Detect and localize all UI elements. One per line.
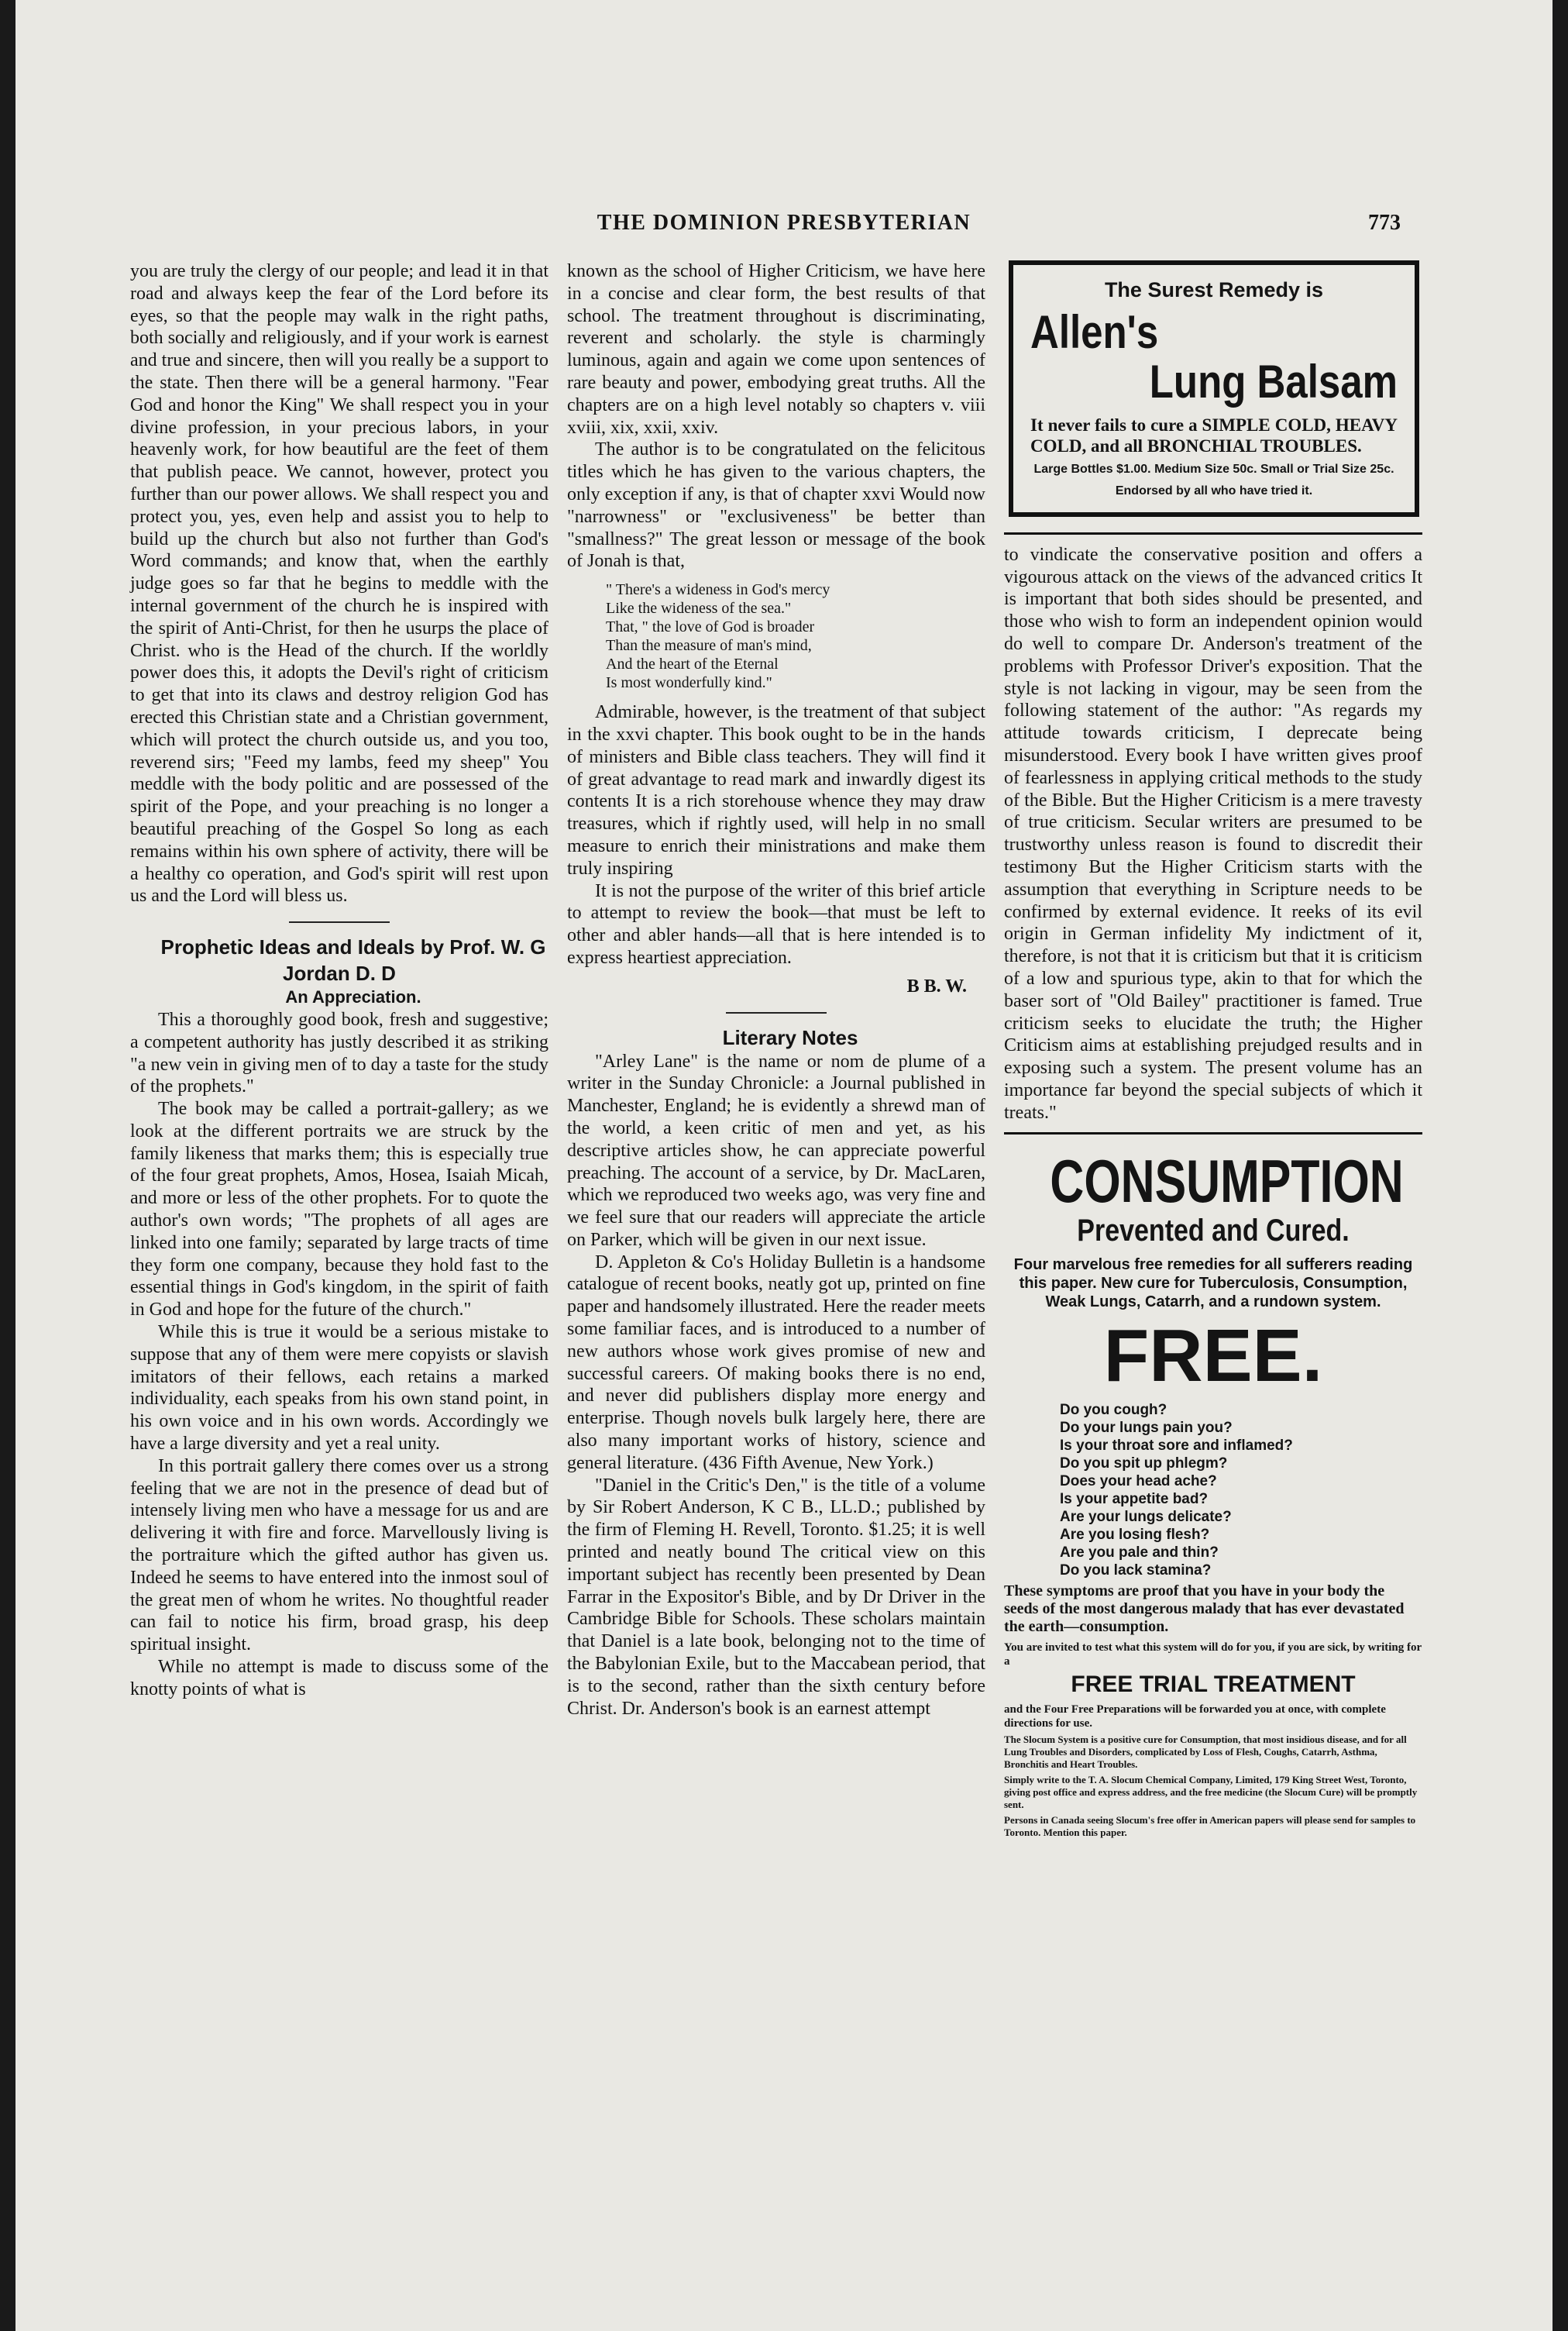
ad-intro: Four marvelous free remedies for all sufferers reading this paper. New cure for Tuberculosis, Consumption, Weak Lungs, Catarrh, and a rundown system. bbox=[1013, 1255, 1413, 1310]
article-paragraph: In this portrait gallery there comes over us a strong feeling that we are not in the presence of dead but of intensely living men who have a message for us and are delivering it with fire and force. Marvellously living is the portraiture which the gifted author has given us. Indeed he seems to have entered into the inmost soul of the great men of whom he writes. No thoughtful reader can fail to notice his firm, broad grasp, his deep spiritual insight. bbox=[130, 1455, 548, 1655]
editorial-text: you are truly the clergy of our people; and lead it in that road and always keep the fear of the Lord before its eyes, so that the people may walk in the right paths, both socially and religiously, and if your work is earnest and true and sincere, then will you really be a support to the state. Then there will be a general harmony. "Fear God and honor the King" We shall respect you in your divine profession, in your precious labors, in your heavenly work, for how beautiful are the feet of them that publish peace. We cannot, however, protect you further than our power allows. We shall respect you and protect you, yes, even help and assist you to help to build up the church but also not further than God's Word commands; and know that, when the earthly judge goes so far that he begins to meddle with the internal government of the church he is inspired with the spirit of Anti-Christ, for then he usurps the place of Christ. who is the Head of the church. If the worldly power does this, it adopts the Devil's right of criticism to get that into its claws and destroy religion God has erected this Christian state and a Christian government, which will protect the church outside us, and you too, reverend sirs; "Feed my lambs, feed my sheep" You meddle with the body politic and are possessed of the spirit of the Pope, and your preaching is no longer a beautiful preaching of the Gospel So long as each remains within his own sphere of activity, there will be a healthy co operation, and God's spirit will rest upon us and the Lord will bless us. bbox=[130, 261, 548, 907]
divider bbox=[726, 1012, 827, 1014]
ad-tagline: The Surest Remedy is bbox=[1104, 278, 1324, 301]
ad-symptoms: These symptoms are proof that you have in your body the seeds of the most dangerous malady that has ever devastated the earth—consumption. bbox=[1004, 1582, 1405, 1635]
ad-question: Does your head ache? bbox=[1060, 1472, 1217, 1489]
article-paragraph: While this is true it would be a serious mistake to suppose that any of them were mere copyists or slavish imitators of their fellows, each retains a marked individuality, each speaks from his own stand point, in his own voice and in his own words. Accordingly we have a large diversity and yet a real unity. bbox=[130, 1322, 548, 1455]
article-paragraph: to vindicate the conservative position and offers a vigourous attack on the views of the advanced critics It is important that both sides should be presented, and those who wish to form an independent opinion would do well to compare Dr. Anderson's treatment of the problems with Professor Driver's exposition. That the style is not lacking in vigour, may be seen from the following statement of the author: "As regards my attitude towards criticism, I deprecate being misunderstood. Every book I have written gives proof of fearlessness in applying critical methods to the study of the Bible. But the Higher Criticism is a mere travesty of true criticism. Secular writers are presumed to be trustworthy unless reason is found to discredit their testimony But the Higher Criticism starts with the assumption that everything in Scripture needs to be confirmed by external evidence. It reeks of its evil origin in German infidelity My indictment of it, therefore, is not that it is criticism but that it is criticism of a low and spurious type, akin to that for which the baser sort of "Old Bailey" practitioner is famed. True criticism seeks to elucidate the truth; the Higher Criticism aims at establishing prejudged results and in exposing such a system. The present volume has an importance far beyond the special subjects of which it treats." bbox=[1004, 544, 1422, 1123]
verse-line: Than the measure of man's mind, bbox=[606, 637, 812, 655]
column-2 bbox=[567, 260, 985, 1720]
quoted-verse bbox=[606, 580, 985, 692]
lung-balsam-advertisement bbox=[1009, 260, 1419, 517]
ad-questions bbox=[1060, 1401, 1422, 1579]
ad-free: FREE. bbox=[1103, 1314, 1323, 1397]
divider bbox=[1004, 1132, 1422, 1135]
ad-write: Simply write to the T. A. Slocum Chemical Company, Limited, 179 King Street West, Toronto, giving post office and express address, and the free medicine (the Slocum Cure) will be promptly sent. bbox=[1004, 1773, 1418, 1810]
ad-question: Is your throat sore and inflamed? bbox=[1060, 1437, 1293, 1454]
ad-question: Do you lack stamina? bbox=[1060, 1561, 1212, 1579]
article-paragraph: The book may be called a portrait-gallery; as we look at the different portraits we are struck by the family likeness that marks them; this is especially true of the four great prophets, Amos, Hosea, Isaiah Micah, and more or less of the other prophets. For to quote the author's own words; "The prophets of all ages are linked into one family; separated by large tracts of time they form one company, because they hold fast to the essential things in God's kingdom, in the spirit of faith in God and hope for the future of the church." bbox=[130, 1099, 548, 1320]
article-subheading: An Appreciation. bbox=[285, 987, 421, 1007]
ad-brand-line: Allen's bbox=[1030, 305, 1159, 358]
page-number: 773 bbox=[1368, 211, 1401, 235]
ad-question: Do you cough? bbox=[1060, 1401, 1167, 1418]
article-paragraph: "Daniel in the Critic's Den," is the title of a volume by Sir Robert Anderson, K C B., LL.D.; published by the firm of Fleming H. Revell, Toronto. $1.25; it is well printed and neatly bound The critical view on this important subject has recently been presented by Dean Farrar in the Expositor's Bible, and by Dr Driver in the Cambridge Bible for Schools. These scholars maintain that Daniel is a late book, belonging not to the time of the Babylonian Exile, but to the Maccabean period, that is to the second, rather than the sixth century before Christ. Dr. Anderson's book is an earnest attempt bbox=[567, 1475, 985, 1719]
article-paragraph: known as the school of Higher Criticism, we have here in a concise and clear form, the best results of that school. The treatment throughout is discriminating, reverent and scholarly. the style is charmingly luminous, again and again we come upon sentences of rare beauty and power, embodying great truths. All the chapters are on a high level notably so chapters v. viii xviii, xix, xxii, xxiv. bbox=[567, 261, 985, 438]
ad-free-trial: FREE TRIAL TREATMENT bbox=[1071, 1671, 1356, 1697]
section-heading: Literary Notes bbox=[722, 1025, 858, 1049]
page-title: THE DOMINION PRESBYTERIAN bbox=[597, 211, 971, 235]
ad-four: and the Four Free Preparations will be forwarded you at once, with complete directions for use. bbox=[1004, 1703, 1386, 1730]
article-paragraph: This a thoroughly good book, fresh and suggestive; a competent authority has justly described it as striking "a new vein in giving men of to day a taste for the study of the prophets." bbox=[130, 1009, 548, 1097]
article-paragraph: "Arley Lane" is the name or nom de plume of a writer in the Sunday Chronicle: a Journal published in Manchester, England; he is evidently a shrewd man of the world, a keen critic of men and yet, as his descriptive articles show, he can appreciate powerful preaching. The account of a service, by Dr. MacLaren, which we reproduced two weeks ago, was very fine and we feel sure that our readers will appreciate the article on Parker, which will be given in our next issue. bbox=[567, 1051, 985, 1250]
verse-line: Is most wonderfully kind." bbox=[606, 674, 772, 692]
ad-question: Do you spit up phlegm? bbox=[1060, 1455, 1228, 1472]
ad-question: Are your lungs delicate? bbox=[1060, 1508, 1232, 1525]
column-1 bbox=[130, 260, 548, 1701]
consumption-advertisement bbox=[1004, 1148, 1422, 1839]
divider bbox=[1004, 532, 1422, 535]
article-paragraph: It is not the purpose of the writer of this brief article to attempt to review the book—that must be left to other and abler hands—all that is here intended is to express heartiest appreciation. bbox=[567, 880, 985, 968]
verse-line: " There's a wideness in God's mercy bbox=[606, 581, 830, 599]
article-paragraph: D. Appleton & Co's Holiday Bulletin is a handsome catalogue of recent books, neatly got up, printed on fine paper and handsomely illustrated. Here the reader meets some familiar faces, and is introduced to a number of new authors whose work gives promise of new and successful careers. Of making books there is no end, and never did publishers display more energy and enterprise. Though novels bulk largely here, there are also many important works of history, science and general literature. (436 Fifth Avenue, New York.) bbox=[567, 1252, 985, 1473]
ad-prices: Large Bottles $1.00. Medium Size 50c. Small or Trial Size 25c. bbox=[1033, 462, 1394, 476]
article-paragraph: While no attempt is made to discuss some of the knotty points of what is bbox=[130, 1657, 548, 1699]
ad-question: Are you pale and thin? bbox=[1060, 1544, 1219, 1561]
ad-canada: Persons in Canada seeing Slocum's free offer in American papers will please send for samples to Toronto. Mention this paper. bbox=[1004, 1813, 1416, 1838]
ad-endorsement: Endorsed by all who have tried it. bbox=[1115, 484, 1313, 498]
ad-body: It never fails to cure a SIMPLE COLD, HEAVY COLD, and all BRONCHIAL TROUBLES. bbox=[1030, 415, 1398, 456]
divider bbox=[289, 921, 390, 923]
article-heading: Prophetic Ideas and Ideals by Prof. W. G Jordan D. D bbox=[160, 935, 546, 986]
verse-line: That, " the love of God is broader bbox=[606, 618, 815, 636]
ad-question: Are you losing flesh? bbox=[1060, 1526, 1210, 1543]
ad-headline: CONSUMPTION bbox=[1050, 1146, 1404, 1215]
verse-line: Like the wideness of the sea." bbox=[606, 600, 792, 618]
ad-slocum: The Slocum System is a positive cure for Consumption, that most insidious disease, and for all Lung Troubles and Disorders, complicated by Loss of Flesh, Coughs, Catarrh, Asthma, Bronchitis and Heart Troubles. bbox=[1004, 1733, 1407, 1770]
article-paragraph: The author is to be congratulated on the felicitous titles which he has given to the various chapters, the only exception if any, is that of chapter xxvi Would now "narrowness" or "exclusiveness" be better than "smallness?" The great lesson or message of the book of Jonah is that, bbox=[567, 439, 985, 572]
ad-invite: You are invited to test what this system will do for you, if you are sick, by writing for a bbox=[1004, 1641, 1422, 1668]
verse-line: And the heart of the Eternal bbox=[606, 656, 779, 673]
author-signature: B B. W. bbox=[906, 976, 967, 997]
article-paragraph: Admirable, however, is the treatment of that subject in the xxvi chapter. This book ought to be in the hands of ministers and Bible class teachers. They will find it of great advantage to read mark and inwardly digest its contents It is a rich storehouse whence they may draw treasures, which if rightly used, will help in no small measure to enrich their ministrations and make them truly inspiring bbox=[567, 702, 985, 879]
column-3 bbox=[1004, 260, 1422, 1839]
ad-brand-line: Lung Balsam bbox=[1149, 355, 1398, 408]
ad-question: Is your appetite bad? bbox=[1060, 1490, 1209, 1507]
ad-question: Do your lungs pain you? bbox=[1060, 1419, 1233, 1436]
ad-subhead: Prevented and Cured. bbox=[1077, 1213, 1350, 1248]
